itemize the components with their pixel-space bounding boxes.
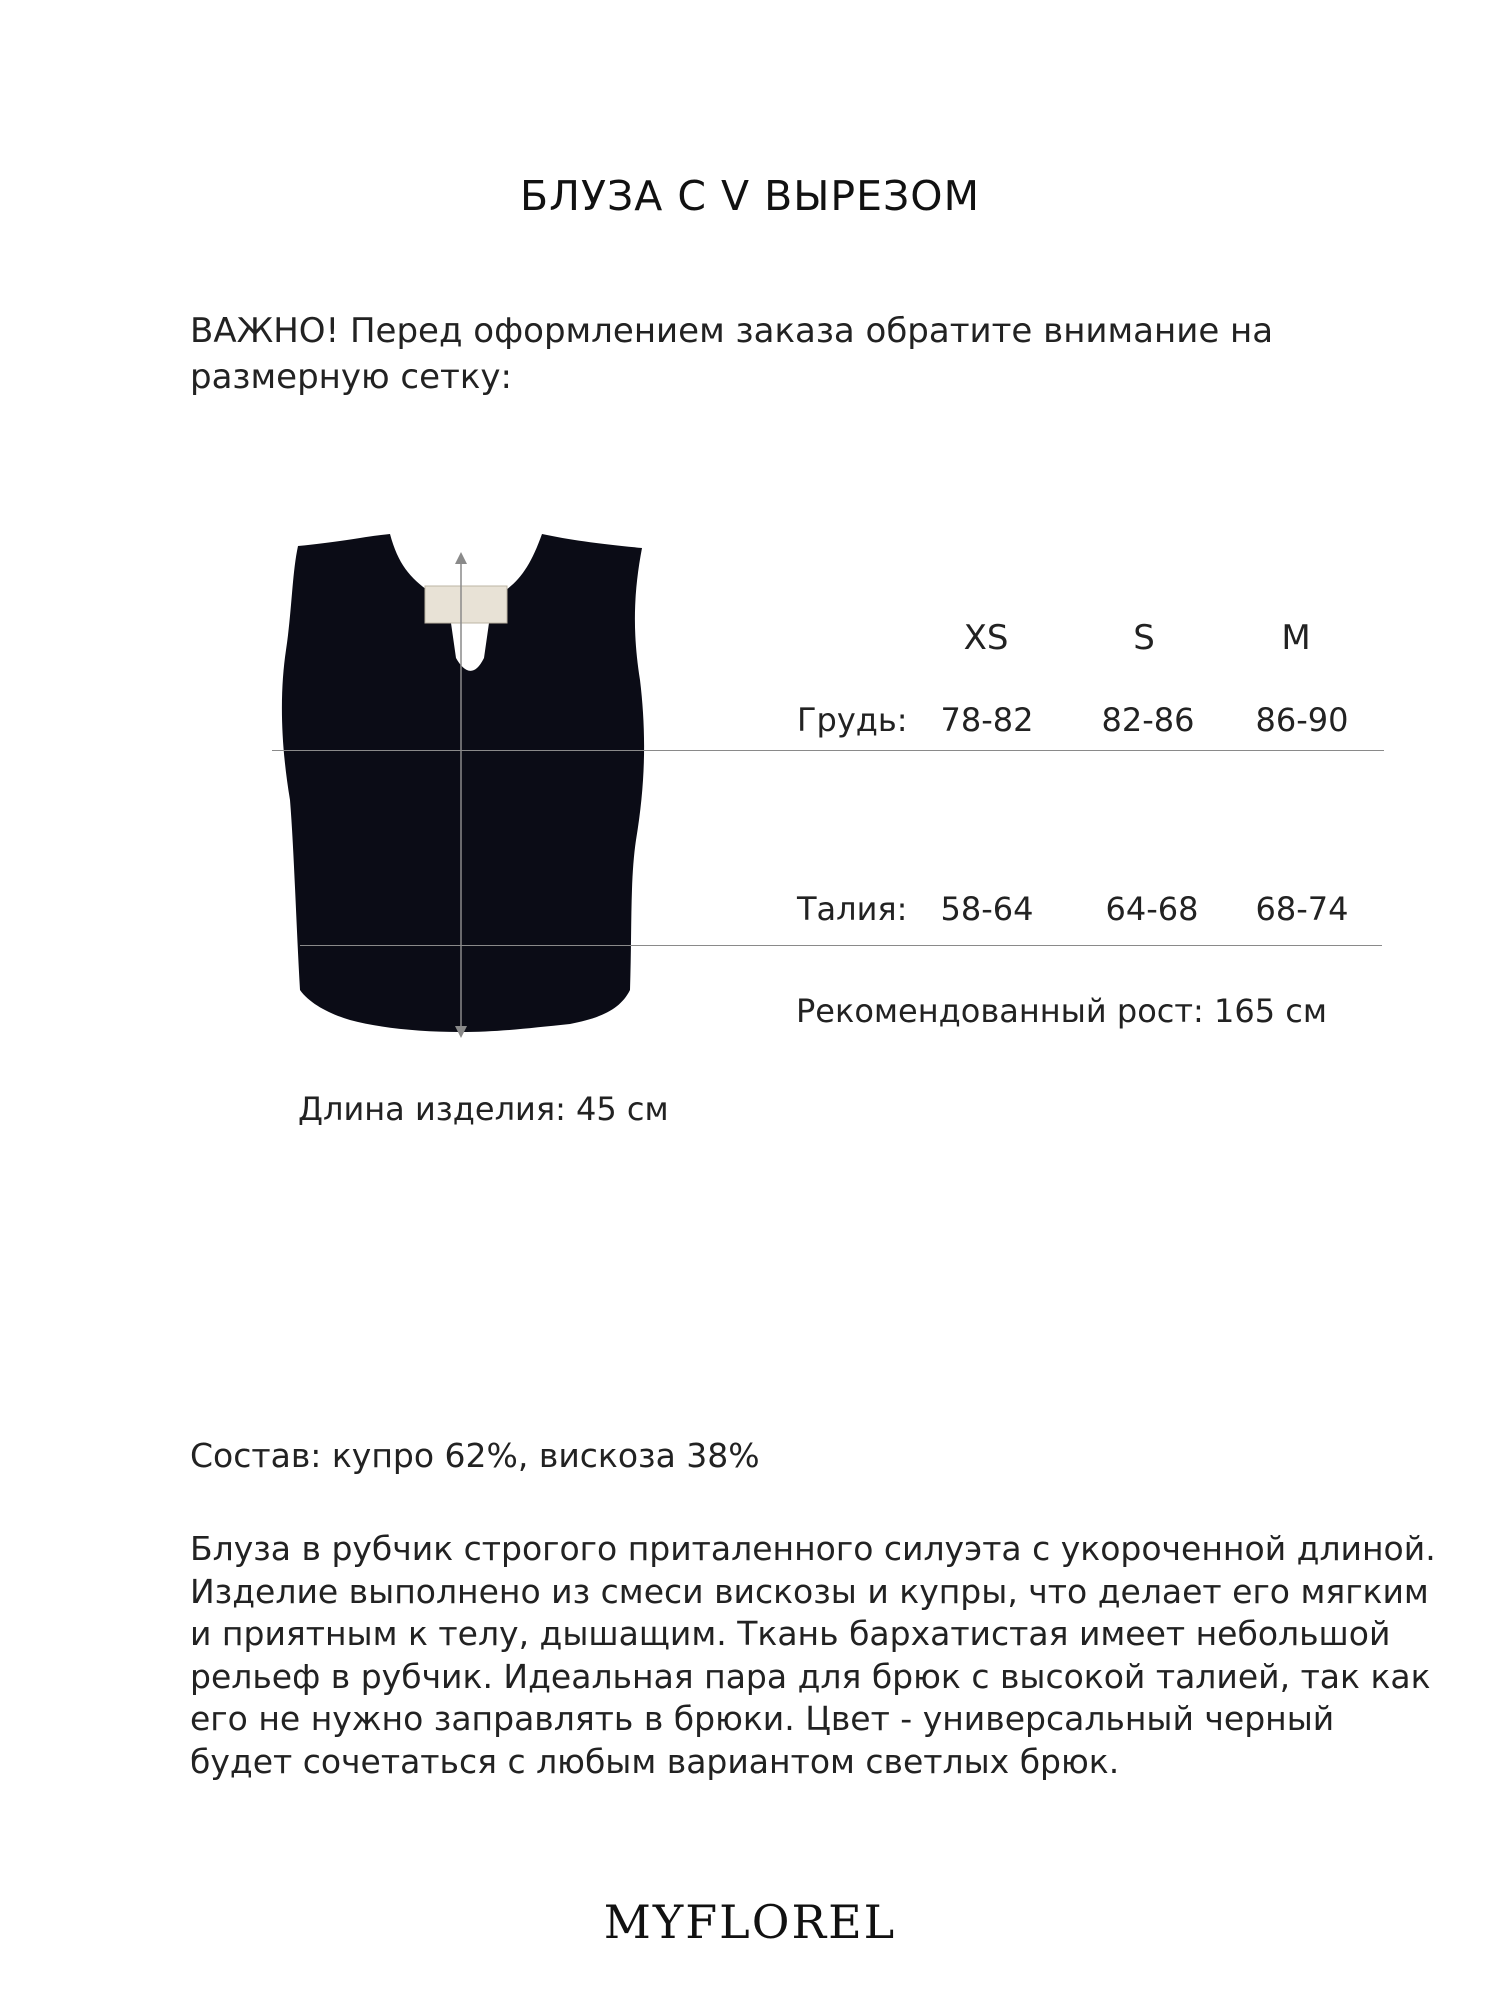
size-header-xs: XS bbox=[963, 618, 1009, 658]
page-title: БЛУЗА С V ВЫРЕЗОМ bbox=[520, 172, 980, 220]
chest-value-xs: 78-82 bbox=[940, 701, 1034, 739]
brand-logo: MYFLOREL bbox=[603, 1895, 897, 1949]
garment-illustration bbox=[270, 520, 670, 1080]
arrow-up-icon bbox=[455, 552, 467, 564]
waist-value-m: 68-74 bbox=[1255, 890, 1349, 928]
chest-guide-line bbox=[272, 750, 1384, 751]
product-length: Длина изделия: 45 см bbox=[298, 1090, 669, 1128]
size-notice: ВАЖНО! Перед оформлением заказа обратите внимание на размерную сетку: bbox=[190, 311, 1274, 397]
composition: Состав: купро 62%, вискоза 38% bbox=[190, 1436, 760, 1475]
product-description: Блуза в рубчик строгого приталенного силуэта с укороченной длиной. Изделие выполнено из смеси вискозы и купры, что делает его мягким и приятным к телу, дышащим. Ткань бархатистая имеет небольшой рельеф в рубчик. Идеальная пара для брюк с высокой талией, так как его не нужно заправлять в брюки. Цвет - универсальный черный будет сочетаться с любым вариантом светлых брюк. bbox=[190, 1529, 1436, 1781]
label-patch bbox=[425, 586, 507, 623]
waist-value-s: 64-68 bbox=[1105, 890, 1199, 928]
chest-value-s: 82-86 bbox=[1101, 701, 1195, 739]
chest-label: Грудь: bbox=[797, 701, 908, 739]
waist-guide-line bbox=[300, 945, 1382, 946]
size-header-s: S bbox=[1133, 618, 1155, 658]
chest-value-m: 86-90 bbox=[1255, 701, 1349, 739]
waist-label: Талия: bbox=[797, 890, 908, 928]
arrow-down-icon bbox=[455, 1026, 467, 1038]
recommended-height: Рекомендованный рост: 165 см bbox=[796, 992, 1327, 1030]
size-header-m: M bbox=[1281, 618, 1311, 658]
waist-value-xs: 58-64 bbox=[940, 890, 1034, 928]
